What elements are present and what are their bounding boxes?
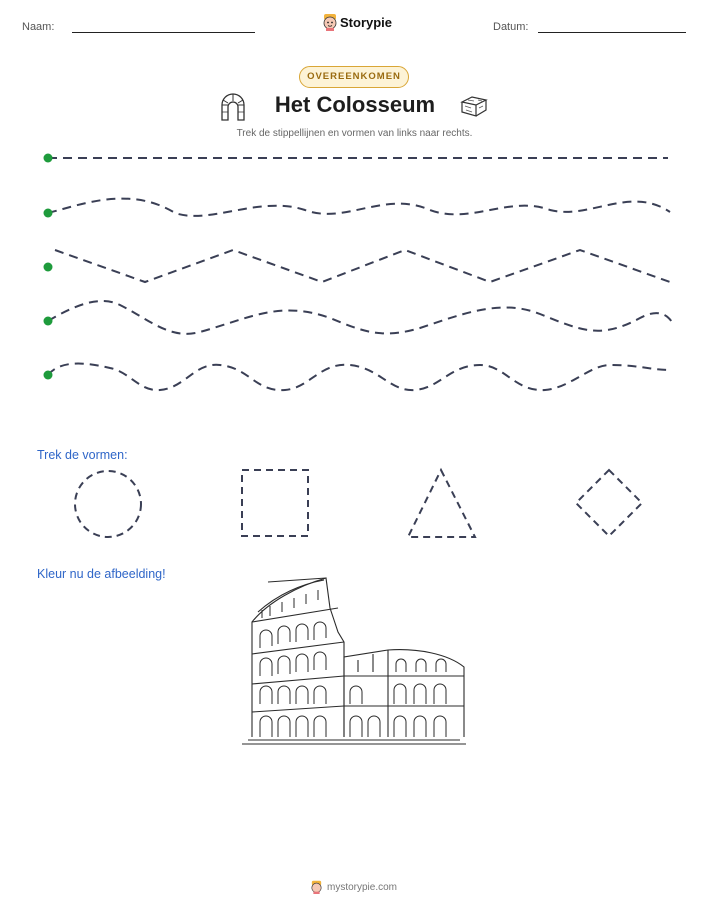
brand-name: Storypie — [340, 15, 393, 30]
storypie-footer-icon — [310, 880, 323, 894]
trace-triangle — [408, 470, 475, 537]
date-label: Datum: — [493, 21, 529, 33]
date-field[interactable] — [538, 32, 686, 33]
footer-url[interactable]: mystorypie.com — [327, 882, 398, 893]
brand-logo — [322, 13, 393, 31]
category-badge: OVEREENKOMEN — [299, 66, 409, 88]
colosseum-illustration — [238, 572, 470, 752]
tracing-line-wave-3 — [48, 364, 672, 391]
name-label: Naam: — [22, 21, 55, 33]
trace-diamond — [576, 470, 642, 536]
page-title: Het Colosseum — [274, 92, 436, 117]
arch-icon — [218, 92, 248, 122]
tracing-line-wave-1 — [48, 199, 670, 216]
name-field[interactable] — [72, 32, 255, 33]
shapes-heading: Trek de vormen: — [37, 448, 128, 462]
instruction-text: Trek de stippellijnen en vormen van links naar rechts. — [236, 128, 473, 139]
start-dot — [44, 154, 53, 163]
stone-block-icon — [460, 94, 488, 118]
storypie-logo-icon — [322, 13, 338, 31]
start-dot — [44, 263, 53, 272]
tracing-line-wave-2 — [48, 301, 672, 334]
tracing-line-zigzag — [55, 250, 670, 282]
start-dot — [44, 371, 53, 380]
start-dot — [44, 209, 53, 218]
coloring-heading: Kleur nu de afbeelding! — [37, 567, 166, 581]
start-dot — [44, 317, 53, 326]
trace-square — [242, 470, 308, 536]
tracing-shapes — [60, 462, 690, 552]
tracing-lines — [0, 140, 709, 410]
trace-circle — [75, 471, 141, 537]
